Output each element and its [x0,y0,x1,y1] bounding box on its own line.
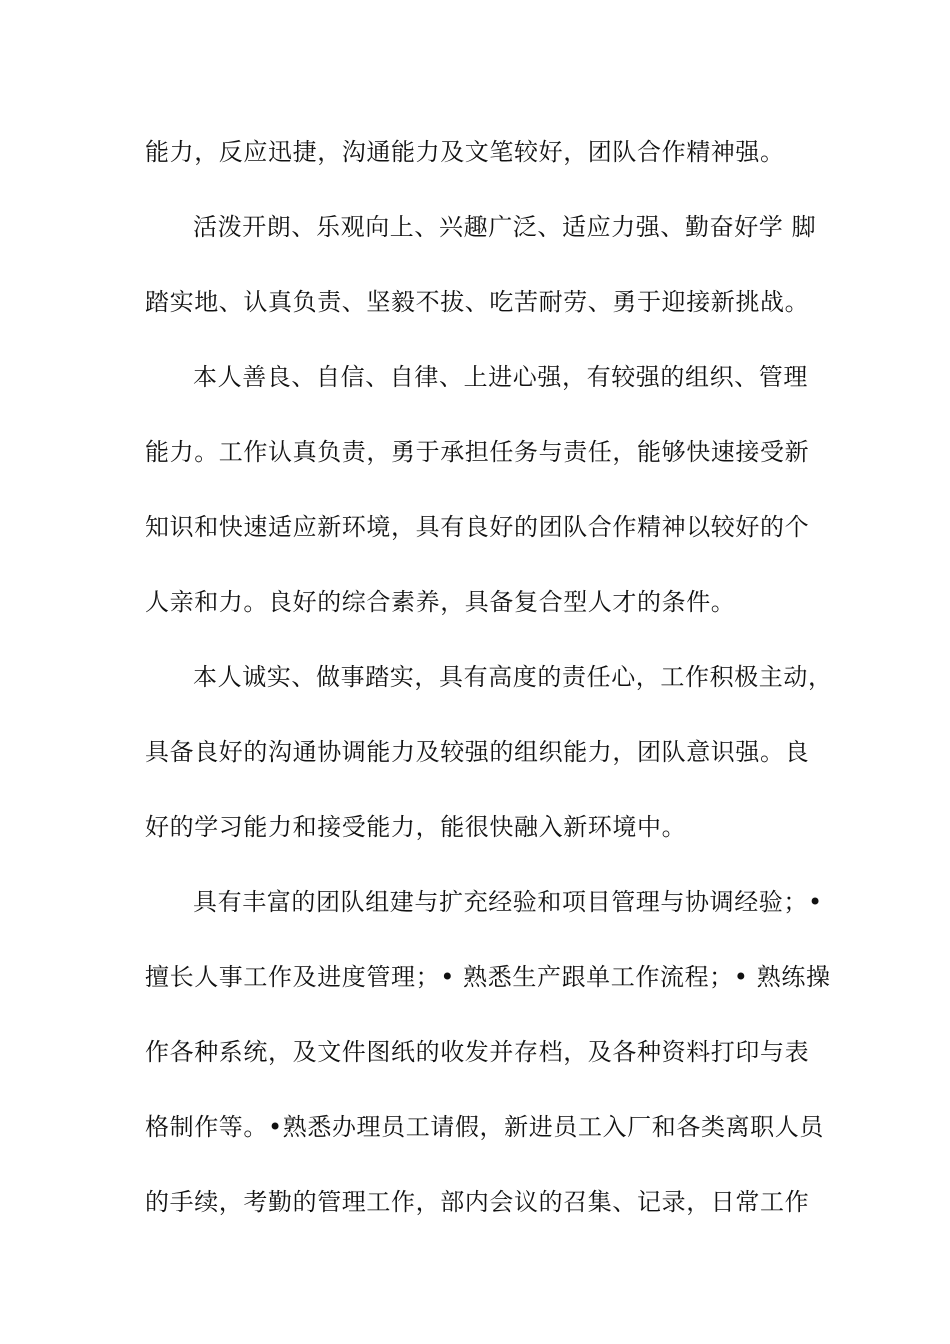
text-line: 踏实地、认真负责、坚毅不拔、吃苦耐劳、勇于迎接新挑战。 [145,288,810,316]
text-line: 知识和快速适应新环境，具有良好的团队合作精神以较好的个 [145,513,810,541]
body-text [145,125,833,1250]
text-line: 能力。工作认真负责，勇于承担任务与责任，能够快速接受新 [145,438,810,466]
text-line: 好的学习能力和接受能力，能很快融入新环境中。 [145,813,687,841]
text-line: 人亲和力。良好的综合素养，具备复合型人才的条件。 [145,588,736,616]
text-line: 作各种系统，及文件图纸的收发并存档，及各种资料打印与表 [145,1038,810,1066]
text-line: 活泼开朗、乐观向上、兴趣广泛、适应力强、勤奋好学 脚 [193,213,817,241]
text-line: 格制作等。•熟悉办理员工请假，新进员工入厂和各类离职人员 [145,1113,824,1141]
text-line: 具备良好的沟通协调能力及较强的组织能力，团队意识强。良 [145,738,810,766]
text-line: 擅长人事工作及进度管理；• 熟悉生产跟单工作流程；• 熟练操 [145,963,831,991]
text-line: 本人诚实、做事踏实，具有高度的责任心，工作积极主动， [193,663,833,691]
text-line: 具有丰富的团队组建与扩充经验和项目管理与协调经验；• [193,888,823,916]
text-line: 的手续，考勤的管理工作，部内会议的召集、记录，日常工作 [145,1188,810,1216]
text-line: 本人善良、自信、自律、上进心强，有较强的组织、管理 [193,363,808,391]
text-line: 能力，反应迅捷，沟通能力及文笔较好，团队合作精神强。 [145,138,785,166]
